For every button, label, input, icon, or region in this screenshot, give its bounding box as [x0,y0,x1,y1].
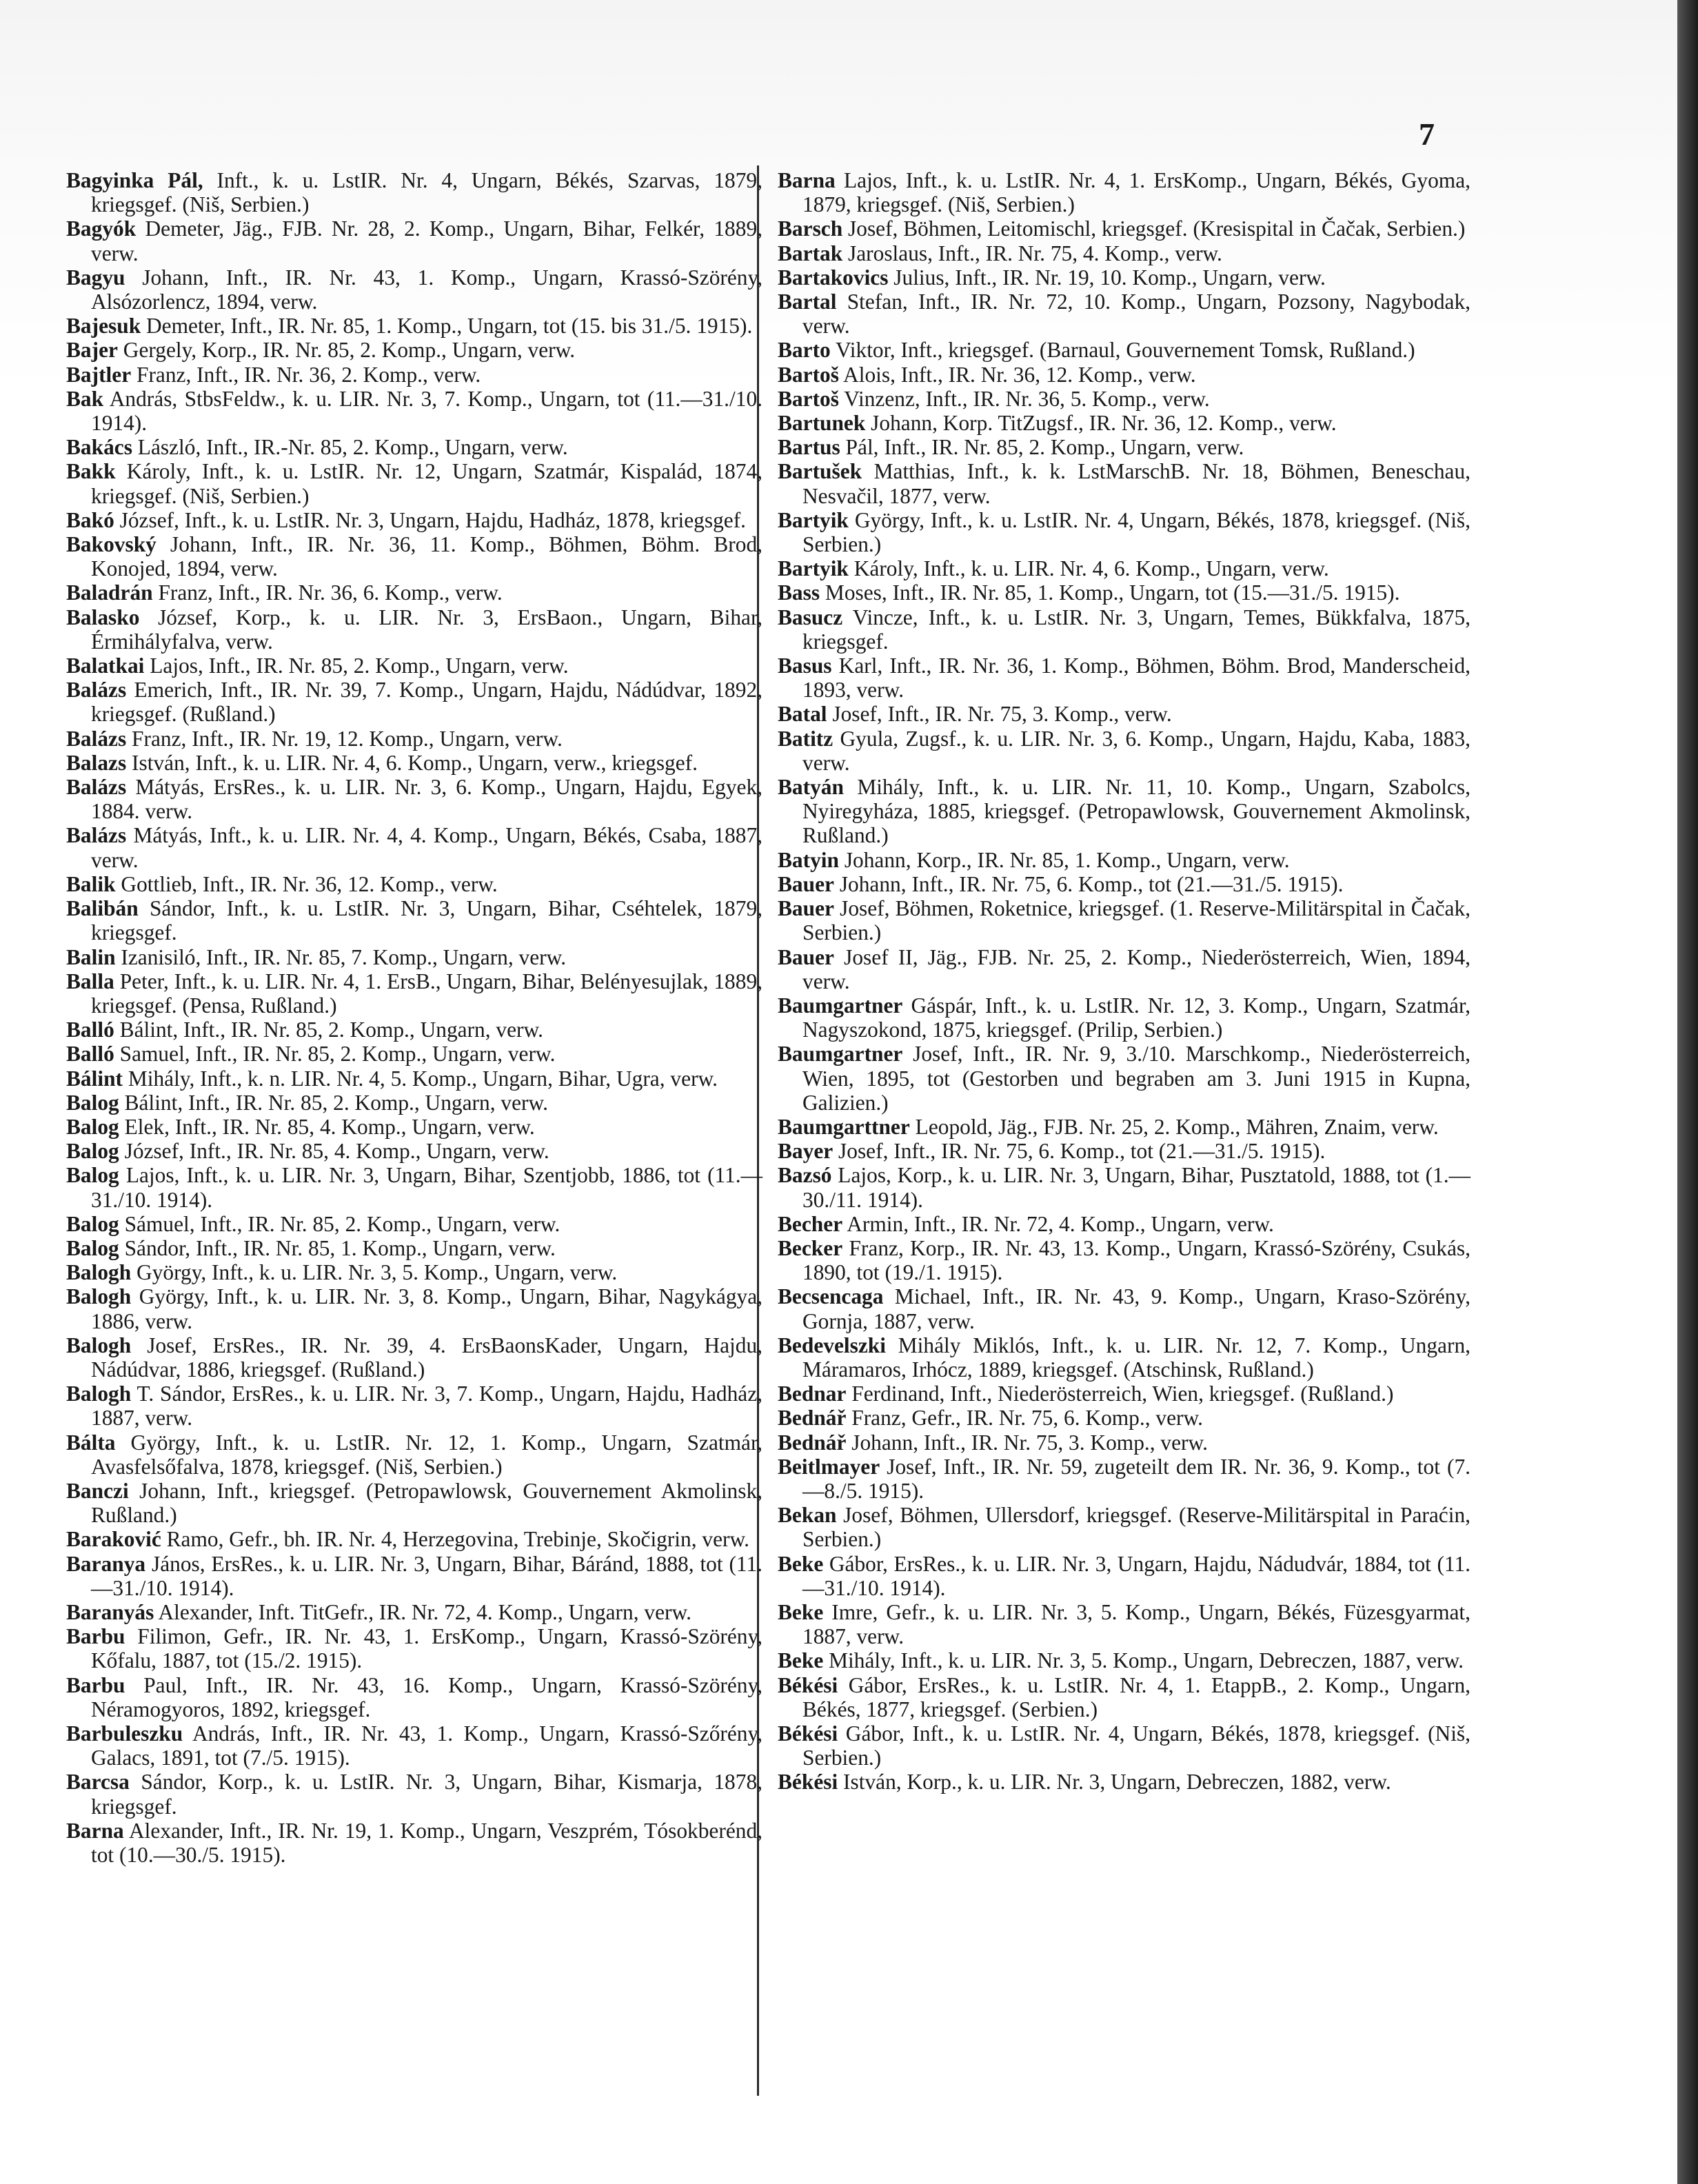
register-entry [66,1624,762,1672]
entry-details: Gergely, Korp., IR. Nr. 85, 2. Komp., Ungarn, verw. [117,338,576,363]
entry-surname: Bayer [778,1139,833,1164]
entry-surname: Balázs [66,775,127,800]
entry-details: Leopold, Jäg., FJB. Nr. 25, 2. Komp., Mähren, Znaim, verw. [909,1114,1439,1139]
register-entry [778,775,1470,848]
register-entry [66,945,762,969]
entry-details: Alexander, Inft. TitGefr., IR. Nr. 72, 4. Komp., Ungarn, verw. [154,1599,691,1624]
entry-surname: Bakk [66,459,116,484]
entry-details: Johann, Inft., IR. Nr. 75, 6. Komp., tot (21.—31./5. 1915). [833,871,1344,896]
entry-details: Demeter, Jäg., FJB. Nr. 28, 2. Komp., Ungarn, Bihar, Felkér, 1889, verw. [91,216,762,265]
entry-details: Josef, Inft., IR. Nr. 59, zugeteilt dem IR. Nr. 36, 9. Komp., tot (7.—8./5. 1915). [802,1454,1470,1503]
register-entry [778,1648,1470,1672]
register-entry [778,1212,1470,1236]
entry-details: Vincze, Inft., k. u. LstIR. Nr. 3, Ungarn, Temes, Bükkfalva, 1875, kriegsgef. [802,605,1470,654]
register-entry [66,1066,762,1091]
entry-details: Johann, Inft., IR. Nr. 36, 11. Komp., Böhmen, Böhm. Brod, Konojed, 1894, verw. [91,532,762,581]
entry-surname: Bakács [66,435,132,460]
entry-surname: Bagyinka Pál, [66,168,203,192]
entry-surname: Bálint [66,1066,123,1091]
register-entry [66,363,762,387]
entry-surname: Bajtler [66,362,132,387]
register-entry [778,702,1470,726]
register-entry [66,1236,762,1260]
register-entry [66,168,762,216]
entry-surname: Bálta [66,1430,116,1455]
entry-surname: Bekan [778,1503,837,1528]
entry-details: Josef, Böhmen, Leitomischl, kriegsgef. (Kresispital in Čačak, Serbien.) [842,216,1466,241]
register-entry [66,775,762,823]
entry-surname: Bagyu [66,265,125,290]
register-entry [66,508,762,532]
entry-surname: Békési [778,1672,838,1697]
entry-surname: Barsch [778,216,843,241]
register-entry [66,1163,762,1211]
register-entry [66,872,762,896]
entry-surname: Barbu [66,1672,125,1697]
entry-surname: Barbuleszku [66,1721,183,1746]
register-entry [66,459,762,507]
entry-details: Lajos, Inft., k. u. LstIR. Nr. 4, 1. ErsKomp., Ungarn, Békés, Gyoma, 1879, kriegsgef. (Niš, Serbien.) [802,168,1470,217]
entry-surname: Bartakovics [778,265,889,290]
register-entry [778,338,1470,362]
register-entry [66,678,762,726]
entry-details: Alexander, Inft., IR. Nr. 19, 1. Komp., Ungarn, Veszprém, Tósokberénd, tot (10.—30./5. 1915). [91,1818,762,1868]
entry-surname: Bagyók [66,216,137,241]
entry-surname: Balogh [66,1333,132,1357]
entry-surname: Baranyás [66,1599,154,1624]
entry-surname: Balog [66,1211,119,1236]
register-entry [778,241,1470,265]
entry-surname: Baumgarttner [778,1114,910,1139]
register-entry [66,1284,762,1333]
entry-details: István, Korp., k. u. LIR. Nr. 3, Ungarn, Debreczen, 1882, verw. [838,1770,1391,1794]
register-entry [778,872,1470,896]
entry-details: Gábor, ErsRes., k. u. LstIR. Nr. 4, 1. EtappB., 2. Komp., Ungarn, Békés, 1877, kriegsgef. (Serbien.) [802,1672,1470,1721]
entry-details: Filimon, Gefr., IR. Nr. 43, 1. ErsKomp., Ungarn, Krassó-Szörény, Kőfalu, 1887, tot (15./2. 1915). [91,1624,762,1673]
entry-details: Elek, Inft., IR. Nr. 85, 4. Komp., Ungarn, verw. [119,1114,535,1139]
entry-surname: Balog [66,1235,119,1260]
entry-details: Károly, Inft., k. u. LIR. Nr. 4, 6. Komp., Ungarn, verw. [848,556,1329,581]
register-entry [778,363,1470,387]
entry-surname: Bartus [778,435,840,460]
entry-details: Johann, Inft., IR. Nr. 75, 3. Komp., verw. [846,1430,1208,1455]
register-entry [66,435,762,459]
entry-details: Gottlieb, Inft., IR. Nr. 36, 12. Komp., verw. [115,871,498,896]
entry-details: Viktor, Inft., kriegsgef. (Barnaul, Gouvernement Tomsk, Rußland.) [830,338,1415,363]
entry-surname: Bauer [778,944,834,969]
entry-surname: Barcsa [66,1770,130,1794]
left-column [66,168,762,1867]
register-entry [66,605,762,654]
page-number: 7 [1419,117,1435,152]
entry-details: Bálint, Inft., IR. Nr. 85, 2. Komp., Ungarn, verw. [114,1018,543,1042]
entry-surname: Bauer [778,871,834,896]
entry-details: Johann, Inft., kriegsgef. (Petropawlowsk, Gouvernement Akmolinsk, Rußland.) [91,1478,762,1528]
register-entry [66,1819,762,1867]
register-entry [66,1091,762,1115]
entry-surname: Bakó [66,507,114,532]
entry-details: Mihály, Inft., k. n. LIR. Nr. 4, 5. Komp., Ungarn, Bihar, Ugra, verw. [123,1066,718,1091]
entry-surname: Bartyik [778,556,849,581]
register-entry [778,1163,1470,1211]
entry-surname: Bazsó [778,1163,832,1188]
register-entry [778,1284,1470,1333]
entry-details: Lajos, Korp., k. u. LIR. Nr. 3, Ungarn, Bihar, Pusztatold, 1888, tot (1.—30./11. 1914). [802,1163,1470,1212]
register-entry [66,314,762,338]
entry-surname: Bartoš [778,386,839,411]
entry-surname: Balin [66,944,116,969]
entry-surname: Balázs [66,823,127,848]
register-entry [778,896,1470,944]
register-entry [778,435,1470,459]
register-entry [778,1455,1470,1503]
entry-details: Gábor, Inft., k. u. LstIR. Nr. 4, Ungarn, Békés, 1878, kriegsgef. (Niš, Serbien.) [802,1721,1470,1770]
entry-details: Josef, ErsRes., IR. Nr. 39, 4. ErsBaonsKader, Ungarn, Hajdu, Nádúdvar, 1886, kriegsgef. (Rußland.) [91,1333,762,1382]
register-entry [66,265,762,314]
entry-surname: Beitlmayer [778,1454,880,1479]
entry-surname: Balogh [66,1284,132,1309]
entry-details: Josef, Böhmen, Ullersdorf, kriegsgef. (Reserve-Militärspital in Paraćin, Serbien.) [802,1503,1470,1552]
register-entry [778,654,1470,702]
register-entry [778,1333,1470,1382]
register-entry [778,1600,1470,1648]
entry-details: Mihály, Inft., k. u. LIR. Nr. 3, 5. Komp., Ungarn, Debreczen, 1887, verw. [823,1648,1464,1673]
entry-surname: Balazs [66,750,127,775]
entry-details: Ramo, Gefr., bh. IR. Nr. 4, Herzegovina, Trebinje, Skočigrin, verw. [161,1527,749,1552]
entry-details: Jaroslaus, Inft., IR. Nr. 75, 4. Komp., verw. [842,241,1222,265]
register-entry [66,1673,762,1721]
entry-details: Gábor, ErsRes., k. u. LIR. Nr. 3, Ungarn, Hajdu, Nádudvár, 1884, tot (11.—31./10. 1914). [802,1551,1470,1600]
entry-surname: Beke [778,1551,824,1576]
entry-details: Josef, Inft., IR. Nr. 75, 6. Komp., tot (21.—31./5. 1915). [833,1139,1326,1164]
entry-details: Sámuel, Inft., IR. Nr. 85, 2. Komp., Ungarn, verw. [119,1211,560,1236]
register-entry [778,508,1470,556]
entry-details: Ferdinand, Inft., Niederösterreich, Wien, kriegsgef. (Rußland.) [846,1382,1394,1406]
register-entry [66,1430,762,1479]
entry-surname: Baraković [66,1527,161,1552]
register-entry [778,459,1470,507]
entry-surname: Balog [66,1163,119,1188]
entry-details: Mátyás, Inft., k. u. LIR. Nr. 4, 4. Komp., Ungarn, Békés, Csaba, 1887, verw. [91,823,762,872]
right-column [778,168,1470,1794]
entry-surname: Baumgartner [778,993,903,1018]
entry-surname: Balog [66,1090,119,1115]
register-entry [778,1673,1470,1721]
entry-details: György, Inft., k. u. LIR. Nr. 3, 8. Komp., Ungarn, Bihar, Nagykágya, 1886, verw. [91,1284,762,1333]
entry-surname: Barbu [66,1624,125,1649]
entry-surname: Batitz [778,726,833,751]
register-entry [778,265,1470,290]
entry-details: Franz, Gefr., IR. Nr. 75, 6. Komp., verw. [846,1406,1203,1430]
entry-surname: Bartyik [778,507,849,532]
entry-details: Izanisiló, Inft., IR. Nr. 85, 7. Komp., Ungarn, verw. [115,944,567,969]
register-entry [778,1430,1470,1455]
register-entry [778,580,1470,605]
entry-surname: Balog [66,1114,119,1139]
register-entry [66,751,762,775]
register-entry [66,1333,762,1382]
register-entry [778,605,1470,654]
entry-details: Lajos, Inft., k. u. LIR. Nr. 3, Ungarn, Bihar, Szentjobb, 1886, tot (11.—31./10. 1914). [91,1163,762,1212]
register-entry [778,168,1470,216]
page-edge [1677,0,1698,2184]
entry-details: Imre, Gefr., k. u. LIR. Nr. 3, 5. Komp., Ungarn, Békés, Füzesgyarmat, 1887, verw. [802,1599,1470,1649]
entry-surname: Bartak [778,241,843,265]
entry-details: József, Inft., IR. Nr. 85, 4. Komp., Ungarn, verw. [119,1139,549,1164]
entry-details: Károly, Inft., k. u. LstIR. Nr. 12, Ungarn, Szatmár, Kispalád, 1874, kriegsgef. (Niš, Serbien.) [91,459,762,508]
entry-surname: Balasko [66,605,140,629]
entry-surname: Balázs [66,678,127,702]
entry-surname: Baumgartner [778,1042,903,1066]
register-entry [778,993,1470,1042]
entry-surname: Basus [778,654,832,678]
register-entry [66,532,762,580]
register-entry [778,1382,1470,1406]
register-entry [66,1139,762,1163]
entry-details: Mihály Miklós, Inft., k. u. LIR. Nr. 12, 7. Komp., Ungarn, Máramaros, Irhócz, 1889, kriegsgef. (Atschinsk, Rußland.) [802,1333,1470,1382]
entry-surname: Baranya [66,1551,146,1576]
entry-surname: Batyin [778,847,839,872]
register-entry [778,1115,1470,1139]
entry-surname: Banczi [66,1478,129,1503]
register-entry [778,1139,1470,1163]
register-entry [778,1770,1470,1794]
entry-details: Michael, Inft., IR. Nr. 43, 9. Komp., Ungarn, Kraso-Szörény, Gornja, 1887, verw. [802,1284,1470,1333]
register-entry [66,338,762,362]
register-entry [778,848,1470,872]
register-entry [778,727,1470,775]
register-entry [66,1479,762,1527]
entry-surname: Balatkai [66,654,145,678]
entry-surname: Batyán [778,775,844,800]
register-entry [66,823,762,871]
entry-details: György, Inft., k. u. LstIR. Nr. 4, Ungarn, Békés, 1878, kriegsgef. (Niš, Serbien.) [802,507,1470,557]
register-entry [66,1115,762,1139]
entry-surname: Bartunek [778,411,866,436]
register-entry [66,654,762,678]
entry-surname: Bajer [66,338,118,363]
register-entry [66,1382,762,1430]
entry-surname: Bednar [778,1382,847,1406]
entry-surname: Bauer [778,896,834,921]
entry-surname: Bedevelszki [778,1333,886,1357]
entry-details: István, Inft., k. u. LIR. Nr. 4, 6. Komp., Ungarn, verw., kriegsgef. [126,750,698,775]
entry-surname: Baladrán [66,580,153,605]
entry-details: Josef, Inft., IR. Nr. 9, 3./10. Marschkomp., Niederösterreich, Wien, 1895, tot (Gestorben und begraben am 3. Juni 1915 in Kupna, Galizien.) [802,1042,1470,1115]
entry-details: Pál, Inft., IR. Nr. 85, 2. Komp., Ungarn, verw. [840,435,1244,460]
entry-details: Franz, Inft., IR. Nr. 36, 6. Komp., verw. [152,580,503,605]
entry-details: Mátyás, ErsRes., k. u. LIR. Nr. 3, 6. Komp., Ungarn, Hajdu, Egyek, 1884. verw. [91,775,762,824]
entry-details: Peter, Inft., k. u. LIR. Nr. 4, 1. ErsB., Ungarn, Bihar, Belényesujlak, 1889, kriegsgef. (Pensa, Rußland.) [91,969,762,1018]
register-entry [66,1600,762,1624]
entry-details: Josef, Inft., IR. Nr. 75, 3. Komp., verw. [827,702,1172,727]
entry-details: György, Inft., k. u. LstIR. Nr. 12, 1. Komp., Ungarn, Szatmár, Avasfelsőfalva, 1878, kriegsgef. (Niš, Serbien.) [91,1430,762,1479]
entry-details: Armin, Inft., IR. Nr. 72, 4. Komp., Ungarn, verw. [842,1211,1274,1236]
register-entry [778,1503,1470,1551]
entry-surname: Balogh [66,1382,132,1406]
register-entry [66,1042,762,1066]
entry-details: Stefan, Inft., IR. Nr. 72, 10. Komp., Ungarn, Pozsony, Nagybodak, verw. [802,290,1470,338]
entry-surname: Bak [66,386,104,411]
entry-details: Matthias, Inft., k. k. LstMarschB. Nr. 18, Böhmen, Beneschau, Nesvačil, 1877, verw. [802,459,1470,508]
register-entry [66,1018,762,1042]
entry-surname: Barna [778,168,836,192]
entry-surname: Becker [778,1235,843,1260]
entry-details: György, Inft., k. u. LIR. Nr. 3, 5. Komp., Ungarn, verw. [131,1260,618,1285]
entry-details: József, Korp., k. u. LIR. Nr. 3, ErsBaon., Ungarn, Bihar, Érmihályfalva, verw. [91,605,762,654]
register-entry [778,387,1470,411]
register-entry [778,1552,1470,1600]
register-entry [778,1406,1470,1430]
entry-surname: Basucz [778,605,843,629]
entry-surname: Barna [66,1818,124,1843]
register-entry [66,1552,762,1600]
register-entry [66,387,762,435]
entry-details: Franz, Korp., IR. Nr. 43, 13. Komp., Ungarn, Krassó-Szörény, Csukás, 1890, tot (19./1. 1915). [802,1235,1470,1285]
entry-surname: Beke [778,1599,824,1624]
entry-details: Josef II, Jäg., FJB. Nr. 25, 2. Komp., Niederösterreich, Wien, 1894, verw. [802,944,1470,993]
entry-surname: Balibán [66,896,139,921]
entry-surname: Balla [66,969,114,993]
register-entry [66,1770,762,1818]
entry-surname: Beke [778,1648,824,1673]
register-entry [66,1260,762,1284]
entry-surname: Bartušek [778,459,862,484]
entry-details: Karl, Inft., IR. Nr. 36, 1. Komp., Böhmen, Böhm. Brod, Manderscheid, 1893, verw. [802,654,1470,702]
register-entry [66,1212,762,1236]
entry-surname: Bednář [778,1430,847,1455]
entry-details: Samuel, Inft., IR. Nr. 85, 2. Komp., Ungarn, verw. [114,1042,556,1066]
entry-surname: Bartal [778,290,837,314]
entry-details: Josef, Böhmen, Roketnice, kriegsgef. (1. Reserve-Militärspital in Čačak, Serbien.) [802,896,1470,945]
entry-details: Emerich, Inft., IR. Nr. 39, 7. Komp., Ungarn, Hajdu, Nádúdvar, 1892, kriegsgef. (Rußland.) [91,678,762,727]
entry-surname: Becher [778,1211,843,1236]
register-entry [66,896,762,944]
entry-details: Johann, Korp. TitZugsf., IR. Nr. 36, 12. Komp., verw. [865,411,1337,436]
entry-details: Johann, Korp., IR. Nr. 85, 1. Komp., Ungarn, verw. [838,847,1290,872]
entry-surname: Békési [778,1770,838,1794]
register-entry [778,1042,1470,1115]
entry-surname: Bakovský [66,532,156,557]
entry-details: Lajos, Inft., IR. Nr. 85, 2. Komp., Ungarn, verw. [144,654,569,678]
entry-details: Sándor, Korp., k. u. LstIR. Nr. 3, Ungarn, Bihar, Kismarja, 1878, kriegsgef. [91,1770,762,1819]
register-entry [66,1721,762,1770]
register-entry [778,216,1470,241]
entry-details: András, Inft., IR. Nr. 43, 1. Komp., Ungarn, Krassó-Szőrény, Galacs, 1891, tot (7./5. 1915). [91,1721,762,1770]
entry-details: Moses, Inft., IR. Nr. 85, 1. Komp., Ungarn, tot (15.—31./5. 1915). [820,580,1400,605]
entry-surname: Balázs [66,726,127,751]
entry-details: Franz, Inft., IR. Nr. 36, 2. Komp., verw. [131,362,481,387]
entry-details: János, ErsRes., k. u. LIR. Nr. 3, Ungarn, Bihar, Báránd, 1888, tot (11.—31./10. 1914). [91,1551,762,1600]
entry-details: Inft., k. u. LstIR. Nr. 4, Ungarn, Békés, Szarvas, 1879, kriegsgef. (Niš, Serbien.) [91,168,762,217]
register-entry [778,945,1470,993]
entry-surname: Batal [778,702,827,727]
entry-surname: Bartoš [778,362,839,387]
entry-details: Bálint, Inft., IR. Nr. 85, 2. Komp., Ungarn, verw. [119,1090,548,1115]
entry-details: Gyula, Zugsf., k. u. LIR. Nr. 3, 6. Komp., Ungarn, Hajdu, Kaba, 1883, verw. [802,726,1470,775]
entry-details: András, StbsFeldw., k. u. LIR. Nr. 3, 7. Komp., Ungarn, tot (11.—31./10. 1914). [91,386,762,436]
register-entry [778,290,1470,338]
entry-details: Julius, Inft., IR. Nr. 19, 10. Komp., Ungarn, verw. [888,265,1326,290]
entry-surname: Bass [778,580,820,605]
entry-details: T. Sándor, ErsRes., k. u. LIR. Nr. 3, 7. Komp., Ungarn, Hajdu, Hadház, 1887, verw. [91,1382,762,1430]
register-entry [66,580,762,605]
entry-details: Gáspár, Inft., k. u. LstIR. Nr. 12, 3. Komp., Ungarn, Szatmár, Nagyszokond, 1875, kriegsgef. (Prilip, Serbien.) [802,993,1470,1042]
entry-surname: Balik [66,871,116,896]
entry-details: Paul, Inft., IR. Nr. 43, 16. Komp., Ungarn, Krassó-Szörény, Néramogyoros, 1892, kriegsgef. [91,1672,762,1721]
entry-details: Vinzenz, Inft., IR. Nr. 36, 5. Komp., verw. [838,386,1210,411]
register-entry [66,216,762,265]
entry-details: Sándor, Inft., k. u. LstIR. Nr. 3, Ungarn, Bihar, Cséhtelek, 1879, kriegsgef. [91,896,762,945]
entry-surname: Balló [66,1042,114,1066]
entry-surname: Balog [66,1139,119,1164]
entry-surname: Balogh [66,1260,132,1285]
register-entry [66,727,762,751]
entry-details: Demeter, Inft., IR. Nr. 85, 1. Komp., Ungarn, tot (15. bis 31./5. 1915). [141,314,753,338]
register-entry [66,1527,762,1551]
entry-details: Mihály, Inft., k. u. LIR. Nr. 11, 10. Komp., Ungarn, Szabolcs, Nyiregyháza, 1885, kriegsgef. (Petropawlowsk, Gouvernement Akmolinsk, Rußland.) [802,775,1470,848]
entry-details: József, Inft., k. u. LstIR. Nr. 3, Ungarn, Hajdu, Hadház, 1878, kriegsgef. [114,507,747,532]
register-entry [778,1721,1470,1770]
register-entry [66,969,762,1018]
register-entry [778,1236,1470,1284]
entry-surname: Bajesuk [66,314,141,338]
entry-surname: Balló [66,1018,114,1042]
entry-surname: Becsencaga [778,1284,884,1309]
entry-details: Alois, Inft., IR. Nr. 36, 12. Komp., verw. [838,362,1196,387]
entry-surname: Békési [778,1721,838,1746]
register-entry [778,411,1470,435]
entry-surname: Bednář [778,1406,847,1430]
register-entry [778,556,1470,580]
entry-surname: Barto [778,338,831,363]
entry-details: Johann, Inft., IR. Nr. 43, 1. Komp., Ungarn, Krassó-Szörény, Alsózorlencz, 1894, verw. [91,265,762,314]
entry-details: László, Inft., IR.-Nr. 85, 2. Komp., Ungarn, verw. [132,435,568,460]
entry-details: Franz, Inft., IR. Nr. 19, 12. Komp., Ungarn, verw. [126,726,563,751]
entry-details: Sándor, Inft., IR. Nr. 85, 1. Komp., Ungarn, verw. [119,1235,556,1260]
